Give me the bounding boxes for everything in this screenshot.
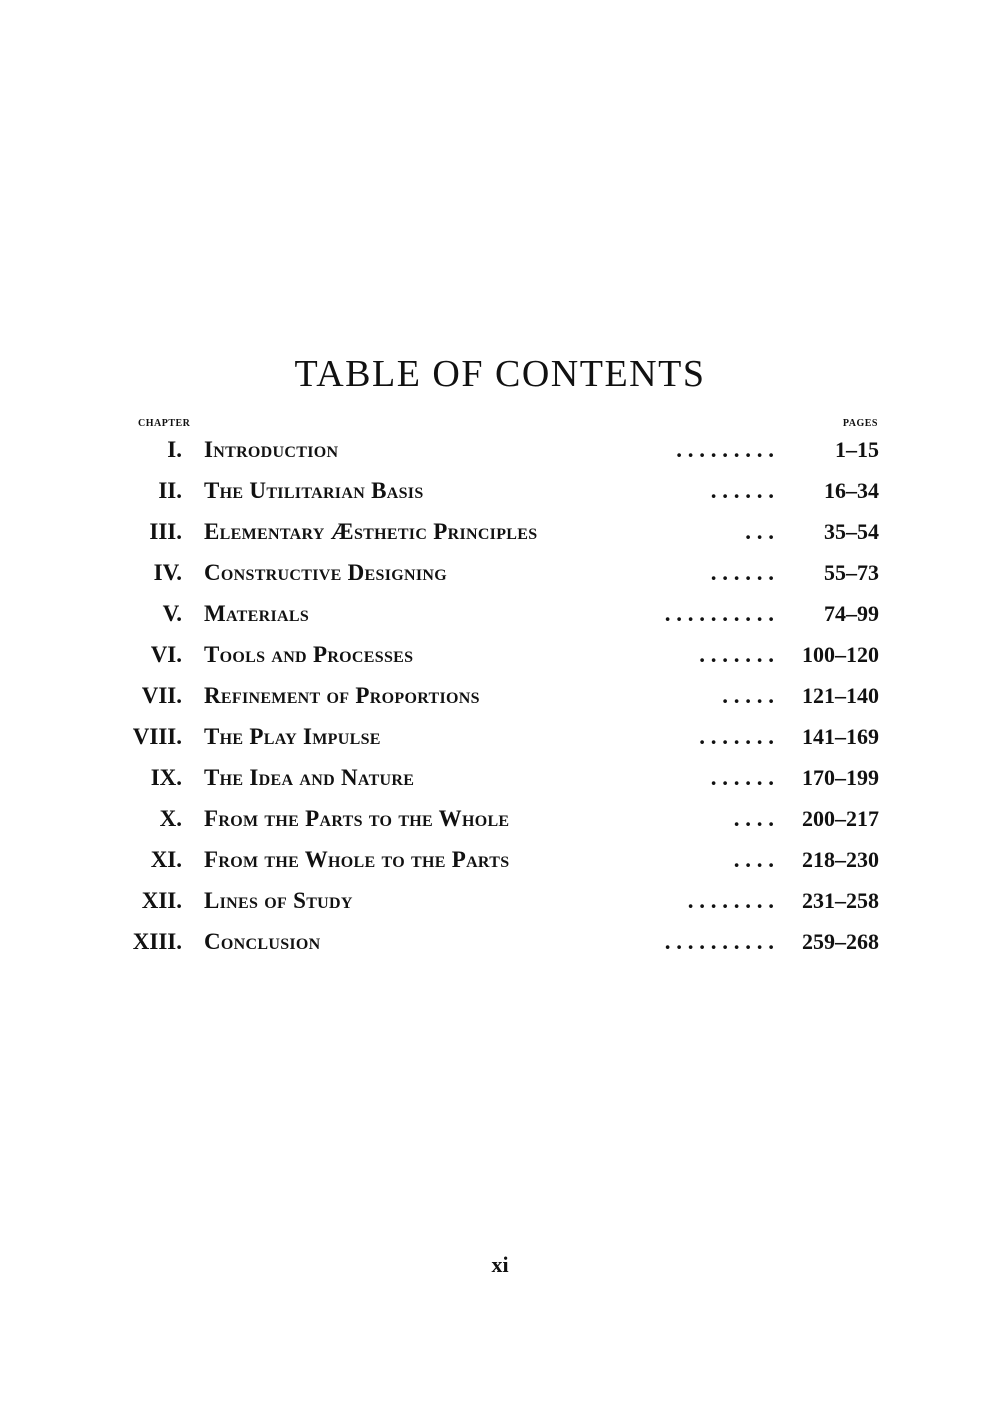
chapter-number: II.	[158, 478, 182, 503]
dot-leader: . . . . . . . . . .	[664, 929, 774, 954]
chapter-title: From the Parts to the Whole	[204, 806, 510, 831]
chapter-title: Conclusion	[204, 929, 321, 954]
chapter-number: XI.	[150, 847, 182, 872]
chapter-title: The Idea and Nature	[204, 765, 415, 790]
dot-leader: . . . . . . .	[699, 724, 774, 749]
dot-leader: . . . . . . .	[699, 642, 774, 667]
chapter-number: XII.	[141, 888, 182, 913]
chapter-title: The Utilitarian Basis	[204, 478, 424, 503]
chapter-title: Materials	[204, 601, 310, 626]
dot-leader: . . . .	[733, 847, 774, 872]
dot-leader: . . . . . . . . . .	[664, 601, 774, 626]
chapter-number: IV.	[153, 560, 182, 585]
toc-row-13	[0, 922, 1000, 962]
chapter-number: V.	[162, 601, 182, 626]
page-range: 231–258	[802, 888, 879, 913]
chapter-title: Refinement of Proportions	[204, 683, 480, 708]
page-range: 141–169	[802, 724, 879, 749]
dot-leader: . . . . . . . . .	[676, 437, 774, 462]
dot-leader: . . . . . .	[710, 765, 774, 790]
dot-leader: . . . .	[733, 806, 774, 831]
page-range: 1–15	[835, 437, 879, 462]
toc-row-10	[0, 799, 1000, 839]
page-range: 16–34	[824, 478, 879, 503]
page-range: 121–140	[802, 683, 879, 708]
page-title: TABLE OF CONTENTS	[294, 353, 706, 395]
page-range: 218–230	[802, 847, 879, 872]
chapter-number: I.	[167, 437, 182, 462]
toc-row-11	[0, 840, 1000, 880]
chapter-number: VIII.	[132, 724, 182, 749]
page-range: 35–54	[824, 519, 879, 544]
chapter-column-label: CHAPTER	[138, 418, 191, 429]
toc-row-2	[0, 471, 1000, 511]
chapter-number: X.	[159, 806, 182, 831]
toc-row-8	[0, 717, 1000, 757]
chapter-title: Introduction	[204, 437, 339, 462]
dot-leader: . . . . . . . .	[687, 888, 774, 913]
page-number: xi	[491, 1252, 509, 1277]
page-range: 170–199	[802, 765, 879, 790]
pages-column-label: PAGES	[842, 418, 878, 429]
dot-leader: . . .	[745, 519, 774, 544]
chapter-number: IX.	[150, 765, 182, 790]
page-range: 200–217	[802, 806, 879, 831]
chapter-title: The Play Impulse	[204, 724, 381, 749]
chapter-title: Tools and Processes	[204, 642, 414, 667]
toc-row-5	[0, 594, 1000, 634]
dot-leader: . . . . . .	[710, 560, 774, 585]
toc-row-9	[0, 758, 1000, 798]
chapter-title: Lines of Study	[204, 888, 353, 913]
chapter-title: Constructive Designing	[204, 560, 447, 585]
page-range: 100–120	[802, 642, 879, 667]
chapter-number: VII.	[141, 683, 182, 708]
page-range: 259–268	[802, 929, 879, 954]
chapter-number: VI.	[150, 642, 182, 667]
chapter-number: XIII.	[132, 929, 182, 954]
toc-row-6	[0, 635, 1000, 675]
page-range: 74–99	[824, 601, 879, 626]
toc-row-1	[0, 430, 1000, 470]
dot-leader: . . . . . .	[710, 478, 774, 503]
dot-leader: . . . . .	[722, 683, 774, 708]
toc-row-4	[0, 553, 1000, 593]
chapter-number: III.	[149, 519, 182, 544]
toc-row-12	[0, 881, 1000, 921]
chapter-title: From the Whole to the Parts	[204, 847, 510, 872]
toc-row-3	[0, 512, 1000, 552]
chapter-title: Elementary Æsthetic Principles	[204, 519, 538, 544]
toc-row-7	[0, 676, 1000, 716]
page-range: 55–73	[824, 560, 879, 585]
